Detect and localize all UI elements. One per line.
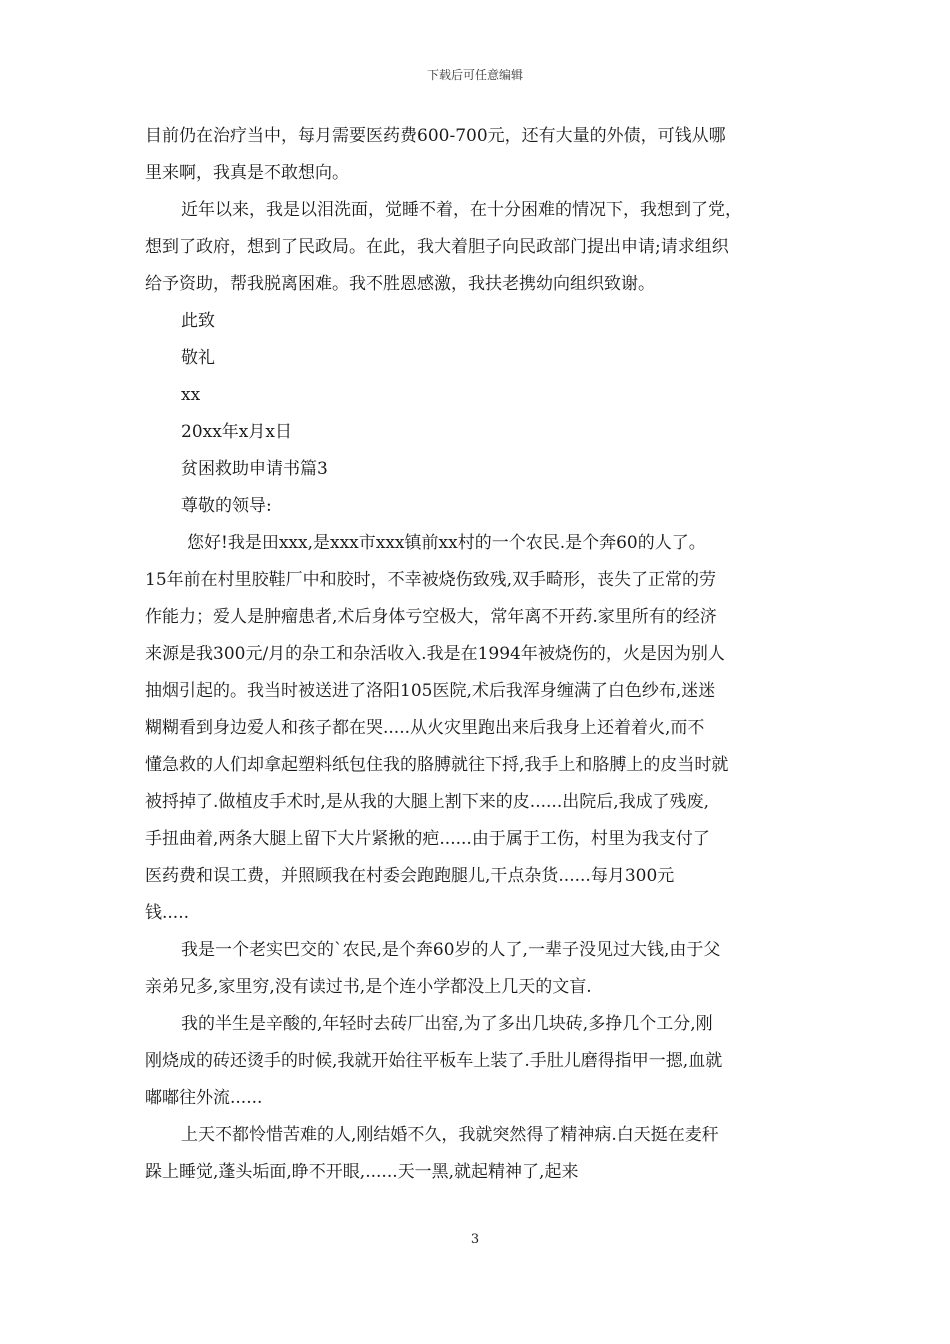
paragraph-line: 我是一个老实巴交的`农民,是个奔60岁的人了,一辈子没见过大钱,由于父: [181, 940, 721, 960]
paragraph-line: 来源是我300元/月的杂工和杂活收入.我是在1994年被烧伤的，火是因为别人: [145, 644, 725, 664]
page-header: 下载后可任意编辑: [426, 68, 523, 82]
date-line: 20xx年x月x日: [181, 422, 292, 442]
signature-line: xx: [181, 385, 201, 405]
paragraph-line: 懂急救的人们却拿起塑料纸包住我的胳膊就往下捋,我手上和胳膊上的皮当时就: [145, 755, 729, 775]
page-number: 3: [470, 1232, 480, 1247]
paragraph-line: 15年前在村里胶鞋厂中和胶时，不幸被烧伤致残,双手畸形，丧失了正常的劳: [145, 570, 717, 590]
paragraph-line: 我的半生是辛酸的,年轻时去砖厂出窑,为了多出几块砖,多挣几个工分,刚: [181, 1014, 713, 1034]
paragraph-line: 目前仍在治疗当中，每月需要医药费600-700元，还有大量的外债，可钱从哪: [145, 126, 726, 146]
document-body: [145, 118, 813, 1191]
paragraph-line: 给予资助，帮我脱离困难。我不胜恩感激，我扶老携幼向组织致谢。: [145, 274, 655, 294]
section-title: 贫困救助申请书篇3: [181, 459, 328, 479]
paragraph-line: 里来啊，我真是不敢想向。: [145, 163, 349, 183]
paragraph-line: 上天不都怜惜苦难的人,刚结婚不久，我就突然得了精神病.白天挺在麦秆: [181, 1125, 719, 1145]
paragraph-line: 近年以来，我是以泪洗面，觉睡不着，在十分困难的情况下，我想到了党，: [181, 200, 742, 220]
paragraph-line: 嘟嘟往外流......: [145, 1088, 263, 1108]
paragraph-line: 刚烧成的砖还烫手的时候,我就开始往平板车上装了.手肚儿磨得指甲一摁,血就: [145, 1051, 723, 1071]
closing-line: 敬礼: [181, 348, 215, 368]
paragraph-line: 想到了政府，想到了民政局。在此，我大着胆子向民政部门提出申请;请求组织: [145, 237, 729, 257]
paragraph-line: 作能力；爱人是肿瘤患者,术后身体亏空极大，常年离不开药.家里所有的经济: [145, 607, 717, 627]
paragraph-line: 抽烟引起的。我当时被送进了洛阳105医院,术后我浑身缠满了白色纱布,迷迷: [145, 681, 716, 701]
paragraph-line: 糊糊看到身边爱人和孩子都在哭.....从火灾里跑出来后我身上还着着火,而不: [145, 718, 705, 738]
paragraph-line: 手扭曲着,两条大腿上留下大片紧揪的疤......由于属于工伤，村里为我支付了: [145, 829, 710, 849]
paragraph-line: 钱.....: [145, 903, 190, 923]
paragraph-line: 您好!我是田xxx,是xxx市xxx镇前xx村的一个农民.是个奔60的人了。: [187, 533, 706, 553]
salutation: 尊敬的领导:: [181, 496, 272, 516]
paragraph-line: 亲弟兄多,家里穷,没有读过书,是个连小学都没上几天的文盲.: [145, 977, 592, 997]
paragraph-line: 跺上睡觉,蓬头垢面,睁不开眼,......天一黑,就起精神了,起来: [145, 1162, 579, 1182]
closing-line: 此致: [181, 311, 215, 331]
paragraph-line: 被捋掉了.做植皮手术时,是从我的大腿上割下来的皮......出院后,我成了残废,: [145, 792, 710, 812]
paragraph-line: 医药费和误工费，并照顾我在村委会跑跑腿儿,干点杂货......每月300元: [145, 866, 675, 886]
